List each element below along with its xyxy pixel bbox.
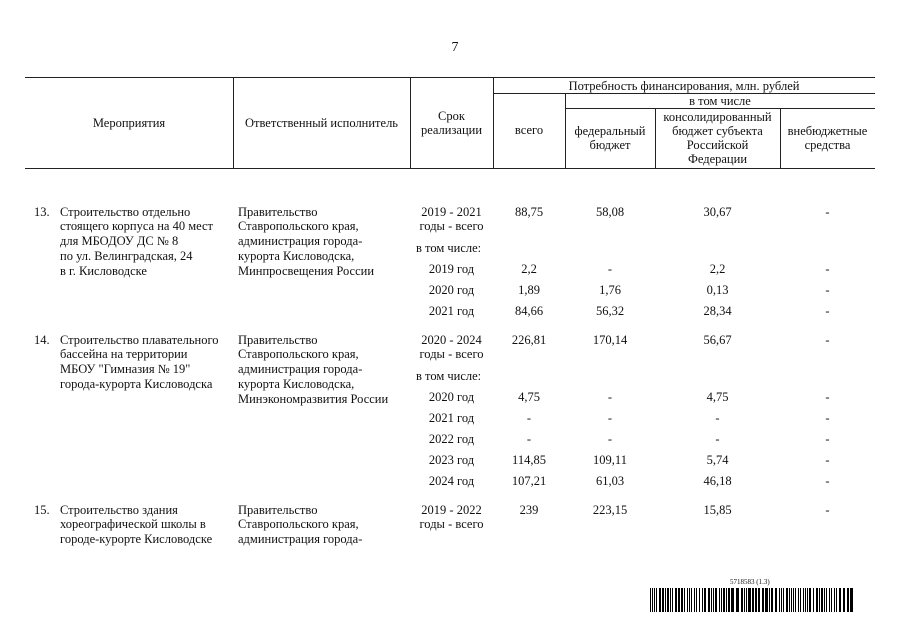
row-13-year-consolidated: 0,13	[706, 283, 729, 297]
barcode-bar	[839, 588, 841, 612]
barcode-bar	[672, 588, 673, 612]
row-13-extrabudget: -	[825, 205, 830, 219]
row-14-year-federal: -	[607, 411, 613, 425]
row-13-executor: Минпросвещения России	[238, 264, 375, 278]
barcode-bar	[803, 588, 804, 612]
row-13-name: по ул. Велинградская, 24	[60, 249, 193, 263]
row-13-year-extrabudget: -	[825, 304, 830, 318]
barcode-bar	[786, 588, 788, 612]
row-14-year-federal: 109,11	[593, 453, 627, 467]
barcode-bar	[765, 588, 768, 612]
row-14-year-extrabudget: -	[825, 411, 830, 425]
barcode-bar	[791, 588, 792, 612]
barcode-bar	[736, 588, 739, 612]
row-14-year-total: -	[526, 432, 532, 446]
barcode-bar	[670, 588, 671, 612]
barcode-bar	[836, 588, 837, 612]
barcode-bar	[779, 588, 780, 612]
row-14-year-consolidated: -	[715, 432, 720, 446]
header-financing-need: Потребность финансирования, млн. рублей	[568, 79, 800, 93]
barcode-bar	[826, 588, 827, 612]
header-consolidated-4: Федерации	[687, 152, 748, 166]
barcode-bar	[813, 588, 814, 612]
barcode-bar	[721, 588, 722, 612]
barcode-bar	[689, 588, 690, 612]
barcode-bar	[762, 588, 764, 612]
header-total: всего	[514, 123, 544, 137]
barcode-bar	[715, 588, 717, 612]
row-13-year-total: 2,2	[521, 262, 537, 276]
barcode-bar	[775, 588, 777, 612]
barcode-bar	[834, 588, 835, 612]
row-14-name: Строительство плавательного	[60, 333, 219, 347]
row-14-year-total: 107,21	[511, 474, 547, 488]
row-13-year-extrabudget: -	[825, 283, 830, 297]
row-13-name: Строительство отдельно	[60, 205, 191, 219]
row-13-including-label: в том числе:	[416, 241, 482, 255]
header-extrabudget-1: внебюджетные	[787, 124, 868, 138]
row-14-period: 2020 - 2024	[421, 333, 482, 347]
header-consolidated-1: консолидированный	[663, 110, 772, 124]
row-14-year-federal: -	[607, 390, 613, 404]
row-14-period: годы - всего	[419, 347, 484, 361]
row-14-year-consolidated: 46,18	[703, 474, 732, 488]
row-13-executor: Правительство	[238, 205, 318, 219]
barcode	[650, 588, 855, 612]
barcode-bar	[708, 588, 710, 612]
row-13-year-total: 84,66	[514, 304, 544, 318]
row-13-year-consolidated: 28,34	[703, 304, 732, 318]
row-15-number: 15.	[34, 503, 50, 517]
barcode-bar	[821, 588, 823, 612]
row-14-including-label: в том числе:	[416, 369, 482, 383]
row-15-name: городе-курорте Кисловодске	[60, 532, 213, 546]
row-14-year: 2023 год	[428, 453, 475, 467]
row-14-number: 14.	[34, 333, 50, 347]
row-13-year-federal: 56,32	[595, 304, 625, 318]
barcode-bar	[696, 588, 697, 612]
barcode-bar	[746, 588, 747, 612]
barcode-bar	[843, 588, 845, 612]
barcode-bar	[829, 588, 830, 612]
row-14-executor: курорта Кисловодска,	[238, 377, 355, 391]
barcode-bar	[659, 588, 661, 612]
barcode-bar	[662, 588, 664, 612]
barcode-bar	[783, 588, 784, 612]
header-bottom-rule	[25, 168, 875, 169]
barcode-bar	[723, 588, 725, 612]
row-13-year: 2021 год	[428, 304, 475, 318]
barcode-bar	[675, 588, 677, 612]
barcode-bar	[847, 588, 849, 612]
header-event: Мероприятия	[92, 116, 166, 130]
row-14-year-extrabudget: -	[825, 432, 830, 446]
row-13-name: стоящего корпуса на 40 мест	[60, 219, 213, 233]
row-14-executor: Правительство	[238, 333, 318, 347]
row-13-executor: Ставропольского края,	[238, 219, 359, 233]
barcode-bar	[807, 588, 808, 612]
row-13-name: в г. Кисловодске	[60, 264, 147, 278]
row-14-executor: Минэкономразвития России	[238, 392, 389, 406]
row-13-total: 88,75	[514, 205, 544, 219]
barcode-bar	[650, 588, 651, 612]
barcode-bar	[831, 588, 832, 612]
row-13-consolidated: 30,67	[703, 205, 732, 219]
barcode-bar	[752, 588, 754, 612]
row-14-executor: Ставропольского края,	[238, 347, 359, 361]
barcode-bar	[728, 588, 730, 612]
row-13-number: 13.	[34, 205, 50, 219]
barcode-bar	[702, 588, 703, 612]
row-13-year-extrabudget: -	[825, 262, 830, 276]
row-15-consolidated: 15,85	[703, 503, 732, 517]
row-13-executor: курорта Кисловодска,	[238, 249, 355, 263]
row-14-year: 2021 год	[428, 411, 475, 425]
header-period-line2: реализации	[420, 123, 483, 137]
barcode-bar	[809, 588, 811, 612]
barcode-bar	[793, 588, 794, 612]
header-including: в том числе	[689, 94, 751, 108]
barcode-bar	[726, 588, 727, 612]
barcode-bar	[755, 588, 757, 612]
row-14-federal: 170,14	[592, 333, 628, 347]
row-15-executor: Правительство	[238, 503, 318, 517]
barcode-bar	[719, 588, 720, 612]
row-13-year: 2020 год	[428, 283, 475, 297]
row-14-year-extrabudget: -	[825, 390, 830, 404]
barcode-bar	[681, 588, 683, 612]
barcode-bar	[731, 588, 734, 612]
row-14-name: бассейна на территории	[60, 347, 188, 361]
barcode-bar	[805, 588, 806, 612]
barcode-bar	[713, 588, 714, 612]
row-14-year: 2020 год	[428, 390, 475, 404]
barcode-bar	[748, 588, 751, 612]
barcode-bar	[771, 588, 773, 612]
row-14-extrabudget: -	[825, 333, 830, 347]
barcode-bar	[665, 588, 666, 612]
row-14-name: города-курорта Кисловодска	[60, 377, 213, 391]
page-number: 7	[451, 40, 459, 55]
row-15-period: годы - всего	[419, 517, 484, 531]
barcode-bar	[667, 588, 669, 612]
barcode-bar	[741, 588, 743, 612]
barcode-bar	[800, 588, 801, 612]
barcode-bar	[654, 588, 655, 612]
row-13-period: годы - всего	[419, 219, 484, 233]
row-15-executor: Ставропольского края,	[238, 517, 359, 531]
header-extrabudget-2: средства	[804, 138, 851, 152]
row-14-consolidated: 56,67	[703, 333, 732, 347]
row-14-total: 226,81	[511, 333, 547, 347]
row-14-year-federal: -	[607, 432, 613, 446]
header-consolidated-2: бюджет субъекта	[672, 124, 763, 138]
barcode-bar	[781, 588, 782, 612]
barcode-bar	[758, 588, 760, 612]
barcode-bar	[789, 588, 790, 612]
row-14-year-consolidated: 5,74	[706, 453, 729, 467]
row-14-year-total: 4,75	[518, 390, 540, 404]
barcode-bar	[704, 588, 706, 612]
row-14-year-consolidated: 4,75	[706, 390, 729, 404]
barcode-bar	[769, 588, 770, 612]
row-14-executor: администрация города-	[238, 362, 363, 376]
barcode-bar	[795, 588, 796, 612]
row-15-name: Строительство здания	[60, 503, 178, 517]
header-period-line1: Срок	[438, 109, 465, 123]
barcode-label: 5718583 (1.3)	[730, 578, 770, 586]
row-13-year-federal: -	[607, 262, 613, 276]
header-top-rule	[25, 77, 875, 78]
barcode-bar	[699, 588, 700, 612]
barcode-bar	[819, 588, 820, 612]
row-14-year-total: 114,85	[512, 453, 546, 467]
row-13-year-total: 1,89	[518, 283, 540, 297]
row-15-name: хореографической школы в	[60, 517, 206, 531]
row-14-name: МБОУ "Гимназия № 19"	[60, 362, 191, 376]
row-14-year-extrabudget: -	[825, 453, 830, 467]
row-15-period: 2019 - 2022	[421, 503, 482, 517]
barcode-bar	[678, 588, 680, 612]
row-13-year: 2019 год	[428, 262, 475, 276]
barcode-bar	[684, 588, 685, 612]
row-13-year-federal: 1,76	[599, 283, 621, 297]
row-13-name: для МБОДОУ ДС № 8	[60, 234, 179, 248]
header-executor: Ответственный исполнитель	[244, 116, 399, 130]
barcode-bar	[744, 588, 745, 612]
barcode-bar	[711, 588, 712, 612]
header-federal-2: бюджет	[589, 138, 631, 152]
barcode-bar	[652, 588, 653, 612]
row-14-year-consolidated: -	[715, 411, 720, 425]
barcode-bar	[816, 588, 818, 612]
barcode-bar	[694, 588, 695, 612]
barcode-bar	[824, 588, 825, 612]
row-14-year-federal: 61,03	[595, 474, 625, 488]
row-14-year: 2024 год	[428, 474, 475, 488]
header-federal-1: федеральный	[574, 124, 646, 138]
barcode-bar	[798, 588, 799, 612]
row-13-year-consolidated: 2,2	[709, 262, 726, 276]
barcode-bar	[687, 588, 688, 612]
barcode-bar	[691, 588, 692, 612]
row-13-period: 2019 - 2021	[421, 205, 482, 219]
row-14-year-total: -	[526, 411, 532, 425]
row-15-extrabudget: -	[825, 503, 830, 517]
row-14-year-extrabudget: -	[825, 474, 830, 488]
row-15-total: 239	[519, 503, 539, 517]
barcode-bar	[656, 588, 657, 612]
row-13-federal: 58,08	[595, 205, 625, 219]
barcode-bar	[850, 588, 853, 612]
header-consolidated-3: Российской	[686, 138, 749, 152]
row-13-executor: администрация города-	[238, 234, 363, 248]
row-15-federal: 223,15	[592, 503, 628, 517]
row-15-executor: администрация города-	[238, 532, 363, 546]
row-14-year: 2022 год	[428, 432, 475, 446]
